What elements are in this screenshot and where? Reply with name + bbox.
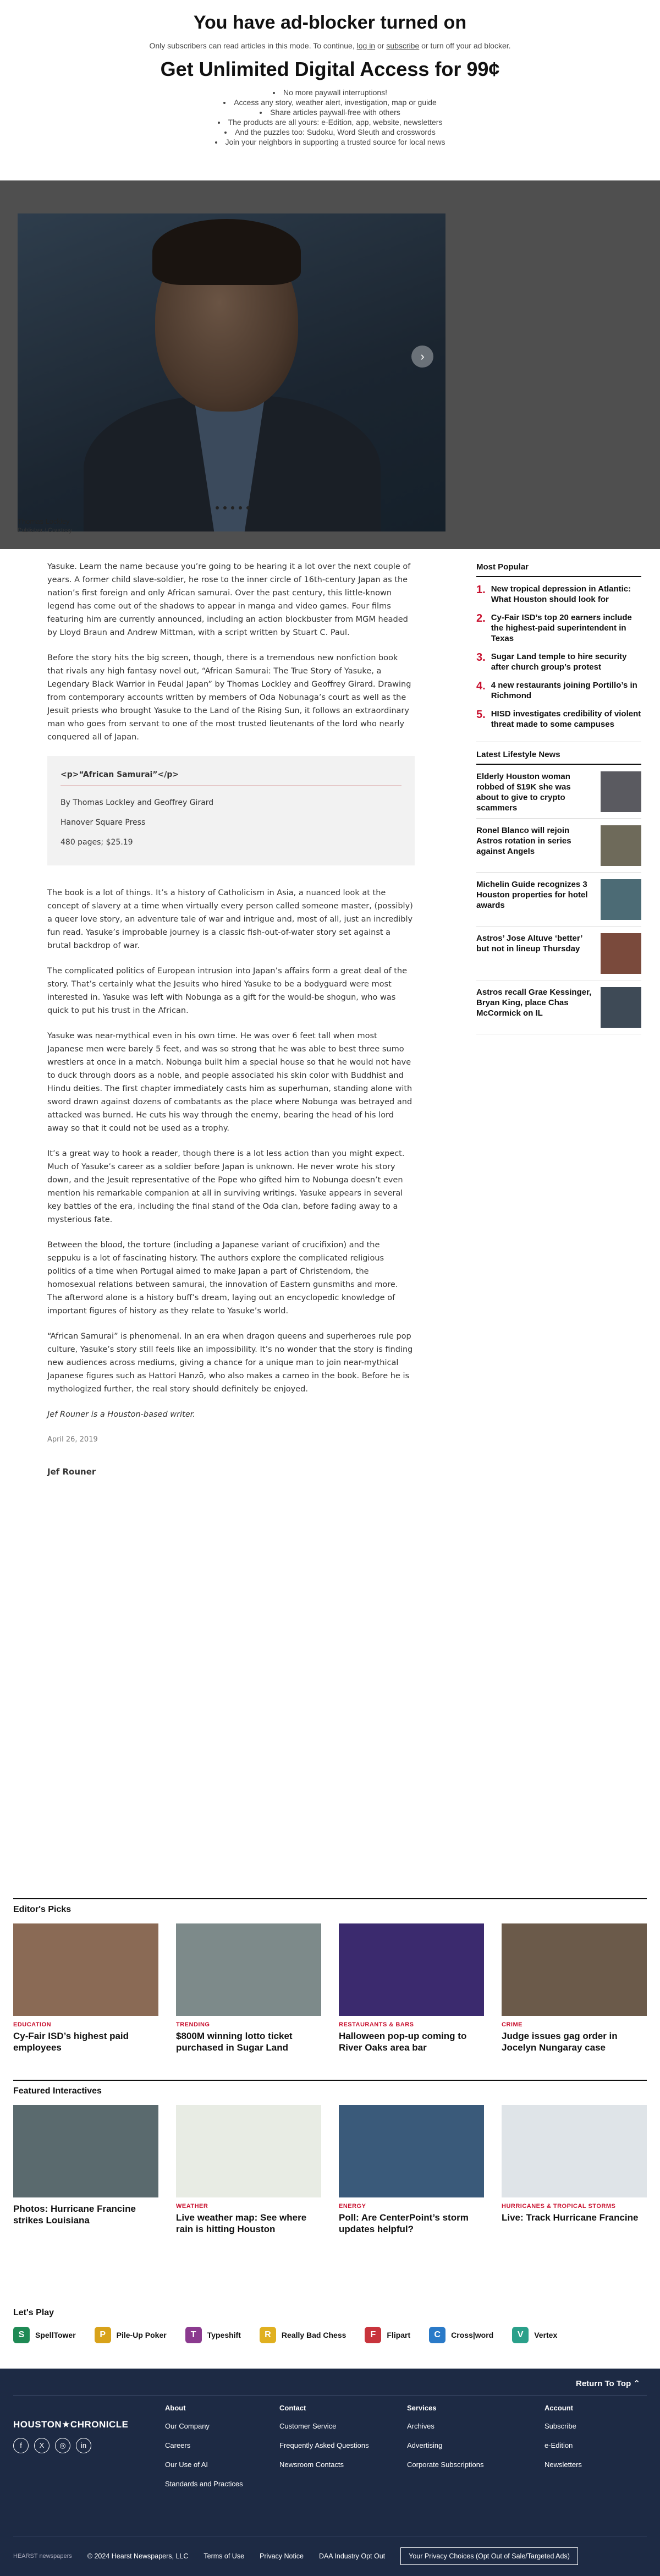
- book-authors: By Thomas Lockley and Geoffrey Girard: [61, 798, 214, 807]
- footer-link[interactable]: Careers: [165, 2441, 191, 2449]
- lets-play-title: Let's Play: [13, 2308, 54, 2317]
- lets-play: [13, 2308, 660, 2343]
- offer-bullet: • Share articles paywall-free with others: [215, 107, 446, 117]
- footer-link[interactable]: Subscribe: [544, 2422, 576, 2430]
- footer-link[interactable]: Newsletters: [544, 2460, 582, 2469]
- editors-picks: [13, 1898, 647, 2053]
- card-image[interactable]: [176, 1923, 321, 2016]
- offer-title: Get Unlimited Digital Access for 99¢: [160, 58, 500, 80]
- game-link[interactable]: T Typeshift: [185, 2327, 241, 2343]
- adblock-subtitle: Only subscribers can read articles in this mode. To continue, log in or subscribe or turn off your ad blocker.: [149, 41, 511, 50]
- footer-link[interactable]: Our Company: [165, 2422, 210, 2430]
- game-link[interactable]: F Flipart: [365, 2327, 410, 2343]
- game-icon: T: [185, 2327, 202, 2343]
- offer-bullet: • Access any story, weather alert, investigation, map or guide: [215, 97, 446, 107]
- popular-item[interactable]: 5. HISD investigates credibility of violent threat made to some campuses: [476, 709, 641, 729]
- game-link[interactable]: V Vertex: [512, 2327, 557, 2343]
- site-logo[interactable]: HOUSTON★CHRONICLE: [13, 2419, 129, 2430]
- footer-link[interactable]: Advertising: [407, 2441, 443, 2449]
- lifestyle-thumb[interactable]: [601, 771, 641, 812]
- footer-col-about: About Our Company Careers Our Use of AI Standards and Practices: [165, 2404, 243, 2488]
- gallery-dots[interactable]: [216, 506, 250, 509]
- card-image[interactable]: [13, 2105, 158, 2197]
- adblock-title: You have ad-blocker turned on: [193, 12, 467, 33]
- offer-bullets: [215, 87, 446, 147]
- footer-col-contact: Contact Customer Service Frequently Asked Questions Newsroom Contacts: [279, 2404, 369, 2469]
- featured-interactives: [13, 2080, 647, 2235]
- card-image[interactable]: [339, 1923, 484, 2016]
- game-link[interactable]: R Really Bad Chess: [260, 2327, 346, 2343]
- footer-link[interactable]: Archives: [407, 2422, 435, 2430]
- terms-link[interactable]: Terms of Use: [204, 2552, 245, 2560]
- story-card[interactable]: HURRICANES & TROPICAL STORMS Live: Track Hurricane Francine: [502, 2105, 647, 2235]
- lifestyle-thumb[interactable]: [601, 987, 641, 1028]
- popular-item[interactable]: 3. Sugar Land temple to hire security after church group’s protest: [476, 651, 627, 672]
- lifestyle-item[interactable]: Ronel Blanco will rejoin Astros rotation in series against Angels: [476, 825, 641, 873]
- hero-gallery: [0, 180, 660, 549]
- facebook-icon[interactable]: f: [13, 2438, 29, 2453]
- book-info-box: [47, 756, 415, 865]
- privacy-link[interactable]: Privacy Notice: [260, 2552, 304, 2560]
- article-paragraph: The book is a lot of things. It’s a history of Catholicism in Asia, a nuanced look at the concept of slavery at a time when virtually every person called someone master, (possibly) a queer love story, an adventure tale of war and intrigue and, most of all, just an incredibly fun read. Yasuke’s improbable journey is a classic fish-out-of-water story set against a brutal backdrop of war.: [47, 889, 413, 950]
- game-link[interactable]: C Cross|word: [429, 2327, 493, 2343]
- offer-bullet: • No more paywall interruptions!: [215, 87, 446, 97]
- chevron-up-icon: ⌃: [633, 2379, 640, 2388]
- return-to-top-button[interactable]: Return To Top ⌃: [575, 2379, 640, 2388]
- subscribe-link[interactable]: subscribe: [386, 41, 420, 50]
- paywall-banner: [0, 0, 660, 180]
- story-card[interactable]: Photos: Hurricane Francine strikes Louisiana: [13, 2105, 158, 2235]
- lifestyle-item[interactable]: Michelin Guide recognizes 3 Houston properties for hotel awards: [476, 879, 641, 927]
- game-link[interactable]: S SpellTower: [13, 2327, 76, 2343]
- hero-photo: [18, 213, 446, 531]
- article-paragraph: It’s a great way to hook a reader, though there is a lot less action than you might expect. Much of Yasuke’s career as a soldier before Japan is unknown. He never wrote his story down, and the Jesuit representative of the Pope who gifted him to Nobunga doesn’t even mention his remarkable companion at all in surviving writings. Yasuke appears in several key battles of the era, including the final stand of the Oda clan, before fading away to a mysterious fate.: [47, 1149, 405, 1224]
- card-image[interactable]: [13, 1923, 158, 2016]
- popular-item[interactable]: 2. Cy-Fair ISD’s top 20 earners include the highest-paid superintendent in Texas: [476, 612, 632, 643]
- offer-bullet: • Join your neighbors in supporting a trusted source for local news: [215, 137, 446, 147]
- x-icon[interactable]: X: [34, 2438, 50, 2453]
- footer-link[interactable]: Standards and Practices: [165, 2480, 243, 2488]
- photo-caption: Thomas Lockley: [18, 517, 70, 525]
- footer-link[interactable]: Customer Service: [279, 2422, 337, 2430]
- lifestyle-title: Latest Lifestyle News: [476, 750, 641, 765]
- footer-col-account: Account Subscribe e-Edition Newsletters: [544, 2404, 582, 2469]
- article-paragraph: Yasuke was near-mythical even in his own time. He was over 6 feet tall when most Japanese men were barely 5 feet, and was so strong that he was able to best three sumo wrestlers at once in a match. Nobunga built him a special house so that he would not have to duck through doors as a noble, and people associated his skin color with Buddhist and Hindu deities. The first chapter immediately casts him as superhuman, standing alone with sword drawn against dozens of combatants as the place where Nobunga was betrayed and attacked was burned. He cuts his way through the enemy, bearing the head of his lord away so that it could not be used as a trophy.: [47, 1032, 413, 1133]
- book-pages: 480 pages; $25.19: [61, 838, 133, 847]
- article-paragraph: Before the story hits the big screen, though, there is a tremendous new nonfiction book that rivals any high fantasy novel out, “African Samurai: The True Story of Yasuke, a Legendary Black Warrior in Feudal Japan” by Thomas Lockley and Geoffrey Girard. Drawing from contemporary accounts written by members of Oda Nobunaga’s court as well as the Jesuit priests who brought Yasuke to the Land of the Rising Sun, it follows an extraordinary man who goes from servant to one of the most trusted lieutenants of the lord who nearly conquered all of Japan.: [47, 654, 411, 742]
- social-links: [13, 2438, 91, 2453]
- game-icon: R: [260, 2327, 276, 2343]
- lifestyle-thumb[interactable]: [601, 933, 641, 974]
- book-title: <p>“African Samurai”</p>: [61, 768, 402, 786]
- linkedin-icon[interactable]: in: [76, 2438, 91, 2453]
- game-icon: V: [512, 2327, 529, 2343]
- popular-item[interactable]: 1. New tropical depression in Atlantic: What Houston should look for: [476, 584, 631, 604]
- card-image[interactable]: [176, 2105, 321, 2197]
- publish-date: April 26, 2019: [47, 1435, 98, 1444]
- author-tagline: Jef Rouner is a Houston-based writer.: [47, 1410, 195, 1419]
- daa-link[interactable]: DAA Industry Opt Out: [318, 2552, 386, 2560]
- story-card[interactable]: WEATHER Live weather map: See where rain is hitting Houston: [176, 2105, 321, 2235]
- story-card[interactable]: TRENDING $800M winning lotto ticket purchased in Sugar Land: [176, 1923, 321, 2053]
- book-publisher: Hanover Square Press: [61, 818, 146, 827]
- editors-picks-title: Editor's Picks: [13, 1898, 647, 1915]
- game-icon: F: [365, 2327, 381, 2343]
- footer-link[interactable]: Corporate Subscriptions: [407, 2460, 484, 2469]
- site-footer: [0, 2369, 660, 2576]
- article-paragraph: The complicated politics of European intrusion into Japan’s affairs form a great deal of the story. That’s certainly what the Jesuits who hired Yasuke to be a bodyguard were most interested in. Yasuke was left with Nobunga as a gift for the would-be shogun, who was quick to put his trust in the African.: [47, 967, 408, 1015]
- article-paragraph: Yasuke. Learn the name because you’re going to be hearing it a lot over the next couple of years. A former child slave-soldier, he rose to the inner circle of 16th-century Japan as the nation’s first foreign and only African samurai. Over the past century, this little-known legend has come out of the shadows to appear in manga and video games. Four films featuring him are currently announced, including an action blockbuster from MGM headed by Lloyd Braun and Andrew Mittman, with a script written by Stuart C. Paul.: [47, 562, 411, 637]
- article-paragraph: “African Samurai” is phenomenal. In an era when dragon queens and superheroes rule pop culture, Yasuke’s story still feels like an impossibility. It’s no wonder that the story is finding new audiences across mediums, giving a chance for a unique man to join near-mythical Japanese figures such as Hattori Hanzō, who also makes a cameo in the book. Before he is mythologized further, the real story should definitely be enjoyed.: [47, 1332, 413, 1394]
- sidebar: [476, 562, 641, 1041]
- privacy-choices-button[interactable]: Your Privacy Choices (Opt Out of Sale/Targeted Ads): [400, 2547, 578, 2565]
- footer-link[interactable]: Our Use of AI: [165, 2460, 208, 2469]
- hearst-logo[interactable]: HEARST newspapers: [13, 2553, 72, 2559]
- offer-bullet: • The products are all yours: e-Edition, app, website, newsletters: [215, 117, 446, 127]
- lifestyle-item[interactable]: Astros recall Grae Kessinger, Bryan King, place Chas McCormick on IL: [476, 987, 641, 1034]
- lifestyle-item[interactable]: Astros’ Jose Altuve ‘better’ but not in lineup Thursday: [476, 933, 641, 980]
- most-popular-title: Most Popular: [476, 562, 641, 577]
- most-popular-list: [476, 584, 641, 742]
- instagram-icon[interactable]: ◎: [55, 2438, 70, 2453]
- story-card[interactable]: RESTAURANTS & BARS Halloween pop-up coming to River Oaks area bar: [339, 1923, 484, 2053]
- gallery-next-button[interactable]: ›: [411, 346, 433, 368]
- game-link[interactable]: P Pile-Up Poker: [95, 2327, 167, 2343]
- footer-link[interactable]: e-Edition: [544, 2441, 573, 2449]
- interactives-title: Featured Interactives: [13, 2080, 647, 2096]
- lifestyle-item[interactable]: Elderly Houston woman robbed of $19K she was about to give to crypto scammers: [476, 771, 641, 819]
- footer-col-services: Services Archives Advertising Corporate Subscriptions: [407, 2404, 484, 2469]
- footer-legal: [13, 2536, 647, 2565]
- copyright: © 2024 Hearst Newspapers, LLC: [87, 2552, 189, 2560]
- article-paragraph: Between the blood, the torture (including a Japanese variant of crucifixion) and the seppuku is a lot of fascinating history. The authors explore the complicated religious politics of a time when Portugal aimed to make Japan a part of Christendom, the homosexual relations between samurai, the innovation of Eastern gunsmiths and more. The afterword alone is a history buff’s dream, laying out an encyclopedic knowledge of important figures of history as they relate to Yasuke’s world.: [47, 1241, 398, 1316]
- card-image[interactable]: [502, 2105, 647, 2197]
- lifestyle-thumb[interactable]: [601, 825, 641, 866]
- article-body: [47, 560, 415, 1478]
- footer-link[interactable]: Newsroom Contacts: [279, 2460, 344, 2469]
- story-card[interactable]: ENERGY Poll: Are CenterPoint’s storm updates helpful?: [339, 2105, 484, 2235]
- lifestyle-thumb[interactable]: [601, 879, 641, 920]
- author-name[interactable]: Jef Rouner: [47, 1467, 96, 1477]
- story-card[interactable]: CRIME Judge issues gag order in Jocelyn Nungaray case: [502, 1923, 647, 2053]
- card-image[interactable]: [502, 1923, 647, 2016]
- offer-bullet: • And the puzzles too: Sudoku, Word Sleuth and crosswords: [215, 127, 446, 137]
- game-icon: C: [429, 2327, 446, 2343]
- login-link[interactable]: log in: [356, 41, 376, 50]
- photo-credit: Publisher / Courtesy: [18, 527, 73, 534]
- footer-link[interactable]: Frequently Asked Questions: [279, 2441, 369, 2449]
- card-image[interactable]: [339, 2105, 484, 2197]
- story-card[interactable]: EDUCATION Cy-Fair ISD’s highest paid employees: [13, 1923, 158, 2053]
- game-icon: P: [95, 2327, 111, 2343]
- popular-item[interactable]: 4. 4 new restaurants joining Portillo’s in Richmond: [476, 680, 637, 700]
- game-icon: S: [13, 2327, 30, 2343]
